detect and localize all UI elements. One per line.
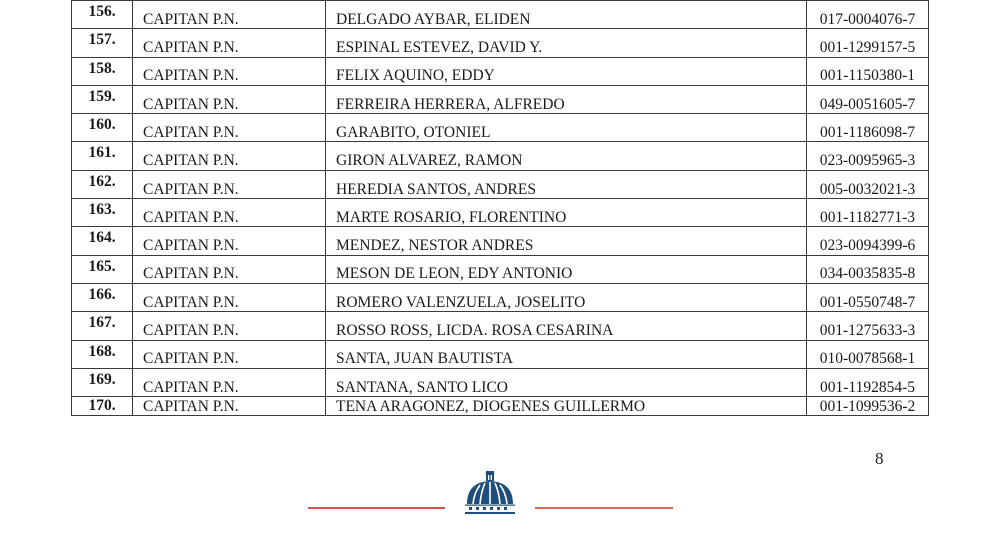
row-number: 161.	[72, 142, 133, 170]
table-row	[72, 57, 929, 85]
row-number: 165.	[72, 255, 133, 283]
row-rank: CAPITAN P.N.	[133, 1, 326, 29]
page-number: 8	[875, 449, 884, 468]
row-id-number: 049-0051605-7	[807, 85, 929, 113]
row-name: GARABITO, OTONIEL	[326, 114, 807, 142]
row-number: 160.	[72, 114, 133, 142]
row-id-number: 017-0004076-7	[807, 1, 929, 29]
table-row	[72, 142, 929, 170]
row-name: MESON DE LEON, EDY ANTONIO	[326, 255, 807, 283]
table-row	[72, 114, 929, 142]
footer-divider-left	[308, 507, 445, 509]
table-row	[72, 199, 929, 227]
table-row	[72, 368, 929, 396]
row-name: FELIX AQUINO, EDDY	[326, 57, 807, 85]
row-name: TENA ARAGONEZ, DIOGENES GUILLERMO	[326, 397, 807, 416]
row-id-number: 001-1186098-7	[807, 114, 929, 142]
table-row	[72, 397, 929, 416]
row-name: SANTA, JUAN BAUTISTA	[326, 340, 807, 368]
row-name: ESPINAL ESTEVEZ, DAVID Y.	[326, 29, 807, 57]
table-row	[72, 1, 929, 29]
table-row	[72, 29, 929, 57]
row-number: 157.	[72, 29, 133, 57]
row-id-number: 001-1099536-2	[807, 397, 929, 416]
row-id-number: 001-1192854-5	[807, 368, 929, 396]
personnel-table	[71, 0, 929, 416]
row-id-number: 010-0078568-1	[807, 340, 929, 368]
row-rank: CAPITAN P.N.	[133, 85, 326, 113]
row-name: MENDEZ, NESTOR ANDRES	[326, 227, 807, 255]
row-name: MARTE ROSARIO, FLORENTINO	[326, 199, 807, 227]
row-name: ROSSO ROSS, LICDA. ROSA CESARINA	[326, 312, 807, 340]
table-row	[72, 312, 929, 340]
row-rank: CAPITAN P.N.	[133, 340, 326, 368]
row-name: SANTANA, SANTO LICO	[326, 368, 807, 396]
row-rank: CAPITAN P.N.	[133, 57, 326, 85]
row-name: DELGADO AYBAR, ELIDEN	[326, 1, 807, 29]
table-row	[72, 227, 929, 255]
table-row	[72, 340, 929, 368]
row-number: 170.	[72, 397, 133, 416]
row-id-number: 001-1275633-3	[807, 312, 929, 340]
table-row	[72, 255, 929, 283]
row-name: HEREDIA SANTOS, ANDRES	[326, 170, 807, 198]
row-rank: CAPITAN P.N.	[133, 368, 326, 396]
row-number: 158.	[72, 57, 133, 85]
row-rank: CAPITAN P.N.	[133, 283, 326, 311]
personnel-table-body	[72, 1, 929, 416]
row-id-number: 005-0032021-3	[807, 170, 929, 198]
row-number: 168.	[72, 340, 133, 368]
row-rank: CAPITAN P.N.	[133, 199, 326, 227]
row-name: FERREIRA HERRERA, ALFREDO	[326, 85, 807, 113]
row-rank: CAPITAN P.N.	[133, 29, 326, 57]
row-number: 163.	[72, 199, 133, 227]
row-number: 159.	[72, 85, 133, 113]
row-name: ROMERO VALENZUELA, JOSELITO	[326, 283, 807, 311]
row-rank: CAPITAN P.N.	[133, 114, 326, 142]
row-id-number: 001-0550748-7	[807, 283, 929, 311]
row-rank: CAPITAN P.N.	[133, 312, 326, 340]
national-palace-dome-icon	[464, 468, 516, 516]
row-number: 169.	[72, 368, 133, 396]
row-rank: CAPITAN P.N.	[133, 170, 326, 198]
table-row	[72, 283, 929, 311]
row-id-number: 023-0094399-6	[807, 227, 929, 255]
table-row	[72, 85, 929, 113]
footer-divider-right	[535, 507, 673, 509]
row-rank: CAPITAN P.N.	[133, 397, 326, 416]
table-row	[72, 170, 929, 198]
row-number: 162.	[72, 170, 133, 198]
row-rank: CAPITAN P.N.	[133, 255, 326, 283]
row-number: 166.	[72, 283, 133, 311]
row-number: 164.	[72, 227, 133, 255]
row-id-number: 001-1182771-3	[807, 199, 929, 227]
row-number: 167.	[72, 312, 133, 340]
row-rank: CAPITAN P.N.	[133, 227, 326, 255]
row-id-number: 034-0035835-8	[807, 255, 929, 283]
row-number: 156.	[72, 1, 133, 29]
row-id-number: 001-1150380-1	[807, 57, 929, 85]
row-name: GIRON ALVAREZ, RAMON	[326, 142, 807, 170]
row-rank: CAPITAN P.N.	[133, 142, 326, 170]
row-id-number: 023-0095965-3	[807, 142, 929, 170]
row-id-number: 001-1299157-5	[807, 29, 929, 57]
